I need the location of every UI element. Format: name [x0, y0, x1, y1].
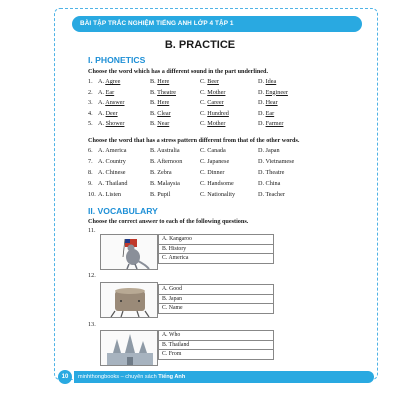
- answer-option[interactable]: C. Hundred: [200, 109, 229, 117]
- answer-option[interactable]: C. Japanese: [200, 158, 230, 165]
- stress-question-row: [88, 169, 378, 179]
- question-number: 10.: [88, 191, 96, 198]
- answer-option[interactable]: D. Theatre: [258, 169, 285, 176]
- phonetics-instruction-2: Choose the word that has a stress pattern different from that of the other words.: [88, 137, 300, 144]
- answer-option[interactable]: B. Clear: [150, 109, 171, 117]
- footer-publisher: minhthongbooks – chuyên sách: [78, 374, 159, 380]
- question-number: 2.: [88, 88, 93, 96]
- answer-option[interactable]: C. Beer: [200, 78, 219, 85]
- answer-option[interactable]: B. Pupil: [150, 191, 171, 198]
- phonetics-instruction-1: Choose the word which has a different sound in the part underlined.: [88, 68, 269, 75]
- answer-option[interactable]: A. Listen: [98, 191, 122, 198]
- page-number: 10: [58, 370, 72, 384]
- kangaroo-picture: [100, 234, 158, 270]
- question-number: 8.: [88, 169, 93, 176]
- question-number: 9.: [88, 180, 93, 187]
- options-table-q11: [158, 234, 274, 264]
- stress-question-row: [88, 147, 378, 157]
- answer-option[interactable]: A. Kangaroo: [159, 235, 274, 245]
- question-number: 11.: [88, 227, 96, 234]
- question-number: 12.: [88, 272, 96, 279]
- answer-option[interactable]: D. Hear: [258, 99, 278, 107]
- phonetics-question-row: [88, 110, 378, 120]
- answer-option[interactable]: D. Farmer: [258, 120, 284, 128]
- answer-option[interactable]: B. History: [159, 244, 274, 254]
- section-title: B. PRACTICE: [164, 39, 236, 51]
- answer-option[interactable]: D. Engineer: [258, 88, 288, 96]
- footer-subject: Tiếng Anh: [158, 374, 186, 380]
- question-number: 4.: [88, 109, 93, 117]
- answer-option[interactable]: A. Agree: [98, 78, 121, 85]
- question-number: 1.: [88, 78, 93, 85]
- answer-option[interactable]: C. Name: [159, 304, 274, 314]
- answer-option[interactable]: B. Japan: [159, 294, 274, 304]
- answer-option[interactable]: C. Canada: [200, 147, 226, 154]
- answer-option[interactable]: B. Zebra: [150, 169, 172, 176]
- answer-option[interactable]: A. Thailand: [98, 180, 128, 187]
- answer-option[interactable]: A. Good: [159, 285, 274, 295]
- answer-option[interactable]: C. Mother: [200, 88, 226, 96]
- question-number: 5.: [88, 120, 93, 128]
- answer-option[interactable]: B. Australia: [150, 147, 180, 154]
- answer-option[interactable]: C. Dinner: [200, 169, 225, 176]
- answer-option[interactable]: B. Near: [150, 120, 170, 128]
- answer-option[interactable]: B. Malaysia: [150, 180, 180, 187]
- phonetics-question-row: [88, 78, 378, 88]
- answer-option[interactable]: A. Ear: [98, 88, 115, 96]
- vocabulary-instruction: Choose the correct answer to each of the following questions.: [88, 218, 249, 225]
- vocabulary-heading: II. VOCABULARY: [88, 206, 158, 216]
- answer-option[interactable]: B. Theatre: [150, 88, 177, 96]
- stress-question-row: [88, 191, 378, 201]
- answer-option[interactable]: A. Shower: [98, 120, 125, 128]
- phonetics-question-row: [88, 99, 378, 109]
- answer-option[interactable]: B. Here: [150, 78, 170, 85]
- question-number: 6.: [88, 147, 93, 154]
- book-title-banner: BÀI TẬP TRẮC NGHIỆM TIẾNG ANH LỚP 4 TẬP 1: [72, 16, 362, 32]
- answer-option[interactable]: B. Afternoon: [150, 158, 183, 165]
- options-table-q12: [158, 284, 274, 314]
- options-table-q13: [158, 330, 274, 360]
- answer-option[interactable]: D. Idea: [258, 78, 277, 85]
- stress-question-row: [88, 180, 378, 190]
- answer-option[interactable]: C. Handsome: [200, 180, 234, 187]
- stress-question-row: [88, 158, 378, 168]
- answer-option[interactable]: C. From: [159, 350, 274, 360]
- answer-option[interactable]: D. China: [258, 180, 281, 187]
- temple-picture: [100, 330, 158, 366]
- answer-option[interactable]: C. America: [159, 254, 274, 264]
- answer-option[interactable]: A. America: [98, 147, 127, 154]
- answer-option[interactable]: B. Here: [150, 99, 170, 107]
- answer-option[interactable]: C. Nationality: [200, 191, 236, 198]
- answer-option[interactable]: C. Career: [200, 99, 224, 107]
- answer-option[interactable]: D. Ear: [258, 109, 275, 117]
- phonetics-question-row: [88, 89, 378, 99]
- drum-picture: [100, 282, 158, 318]
- question-number: 13.: [88, 321, 96, 328]
- answer-option[interactable]: D. Teacher: [258, 191, 285, 198]
- phonetics-heading: I. PHONETICS: [88, 55, 146, 65]
- answer-option[interactable]: A. Country: [98, 158, 126, 165]
- answer-option[interactable]: D. Vietnamese: [258, 158, 295, 165]
- phonetics-question-row: [88, 120, 378, 130]
- question-number: 3.: [88, 99, 93, 107]
- answer-option[interactable]: A. Who: [159, 331, 274, 341]
- question-number: 7.: [88, 158, 93, 165]
- answer-option[interactable]: B. Thailand: [159, 340, 274, 350]
- answer-option[interactable]: A. Chinese: [98, 169, 126, 176]
- answer-option[interactable]: D. Japan: [258, 147, 280, 154]
- footer-bar: [74, 371, 374, 383]
- answer-option[interactable]: C. Mother: [200, 120, 226, 128]
- answer-option[interactable]: A. Answer: [98, 99, 125, 107]
- answer-option[interactable]: A. Deer: [98, 109, 118, 117]
